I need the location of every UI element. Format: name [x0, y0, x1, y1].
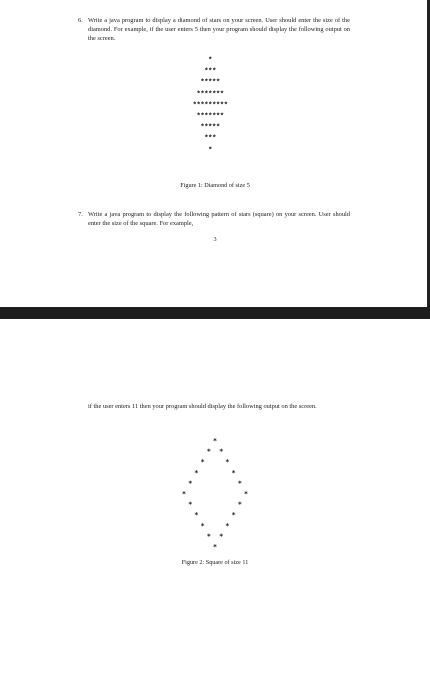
page-separator: [0, 308, 430, 318]
document-page-1: [0, 0, 430, 308]
pattern-star: *: [212, 437, 218, 445]
pattern-star: *: [231, 511, 236, 520]
question-6-number: 6.: [78, 17, 83, 24]
pattern-star: *: [188, 479, 193, 488]
pattern-star: *: [194, 468, 199, 477]
square-star-pattern: [160, 433, 270, 548]
pattern-star: *: [188, 500, 193, 509]
question-6: [78, 16, 350, 44]
question-6-text: Write a java program to display a diamond of stars on your screen. User should enter the size of the diamond. For example, if the user enters 5 then your program should display the following output on the screen.: [88, 17, 350, 43]
question-7-text: Write a java program to display the following pattern of stars (square) on your screen. User should enter the size of the square. For example,: [88, 211, 350, 228]
pattern-star: *: [200, 521, 205, 530]
pattern-star: *: [194, 511, 199, 520]
pattern-star: *: [212, 543, 218, 548]
question-7-continued-text: if the user enters 11 then your program should display the following output on the screen.: [88, 403, 317, 410]
pattern-star: *: [206, 447, 211, 456]
question-7: [78, 210, 350, 228]
pattern-star: *: [231, 468, 236, 477]
pattern-star: *: [219, 532, 224, 541]
pattern-star: *: [237, 500, 242, 509]
figure-1-caption: Figure 1: Diamond of size 5: [180, 182, 250, 189]
pattern-star: *: [200, 458, 205, 467]
pattern-star: *: [225, 521, 230, 530]
pattern-star: *: [243, 490, 249, 498]
pattern-star: *: [219, 447, 224, 456]
pattern-star: *: [225, 458, 230, 467]
figure-2-caption: Figure 2: Square of size 11: [181, 559, 249, 566]
pattern-star: *: [181, 490, 187, 498]
diamond-star-pattern: * *** ***** ******* ********* ******* ***** *** *: [192, 57, 228, 155]
page-number: 3: [213, 236, 217, 243]
pattern-star: *: [206, 532, 211, 541]
pattern-star: *: [237, 479, 242, 488]
question-7-number: 7.: [78, 211, 83, 218]
question-7-continued: [88, 402, 350, 411]
